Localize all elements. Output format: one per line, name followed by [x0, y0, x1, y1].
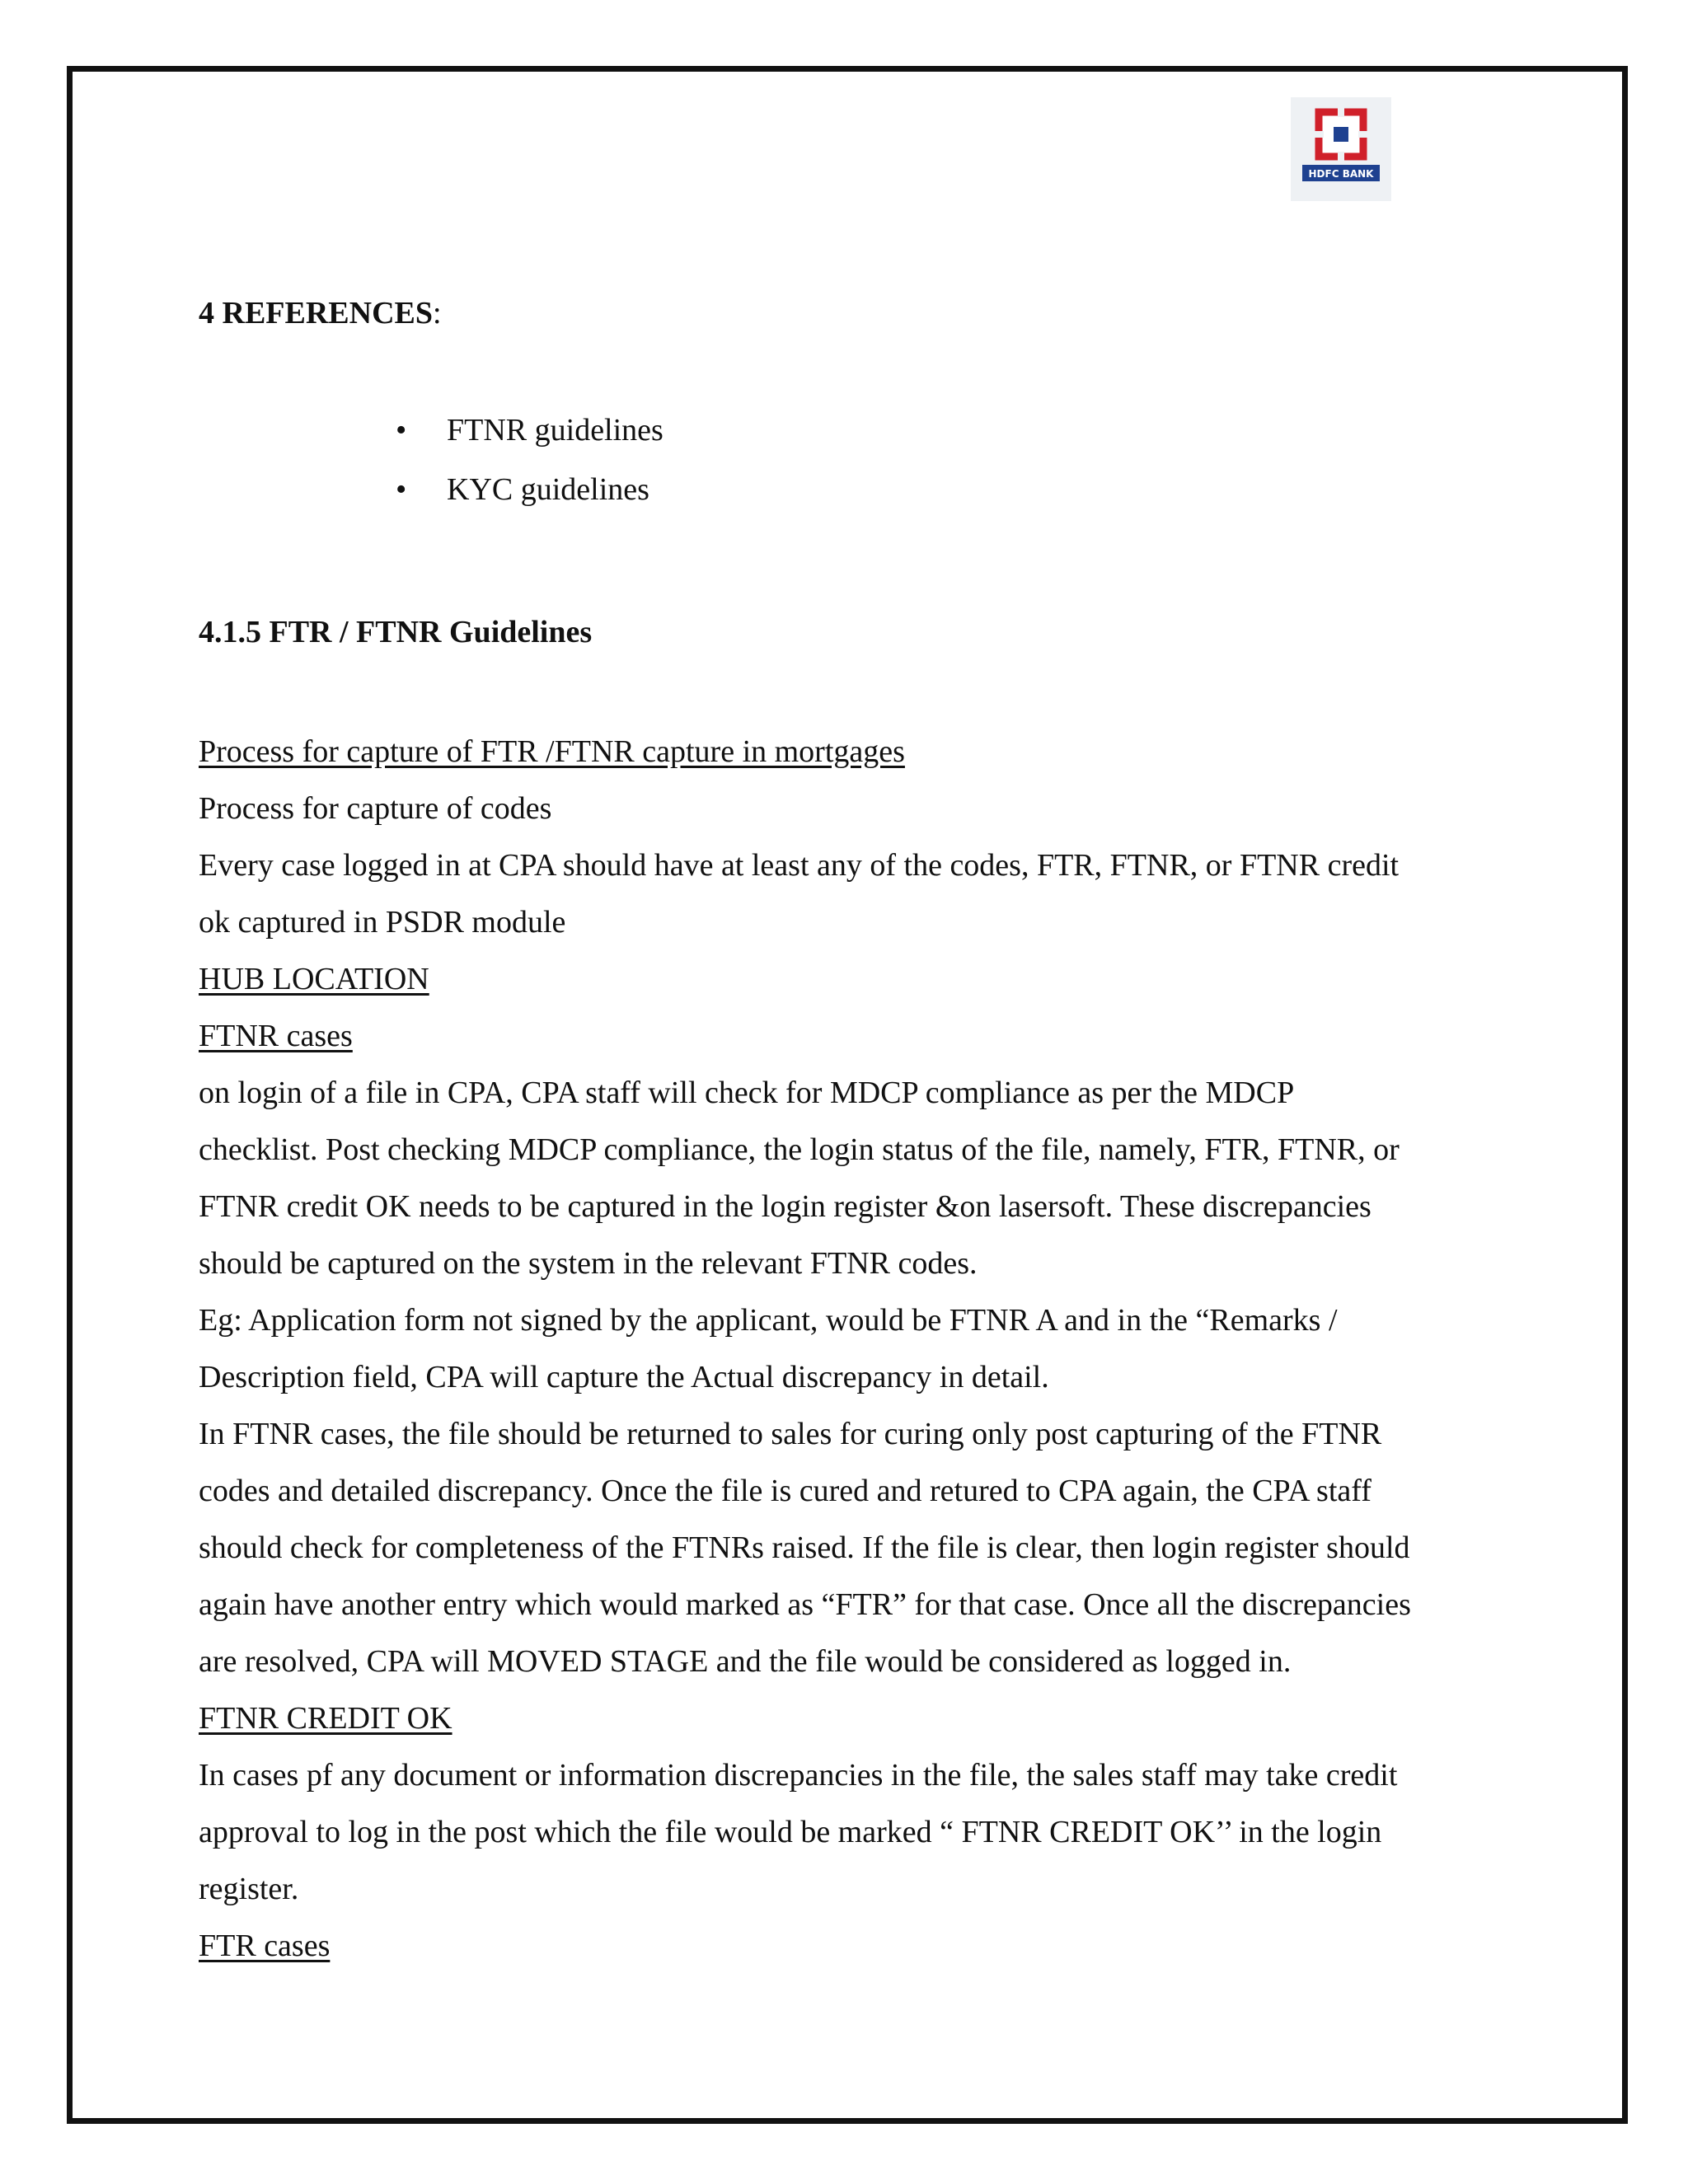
reference-item-label: FTNR guidelines: [447, 413, 663, 448]
body-line: should check for completeness of the FTNRs raised. If the file is clear, then login register should: [199, 1530, 1410, 1565]
body-line: Description field, CPA will capture the Actual discrepancy in detail.: [199, 1360, 1049, 1394]
body-line: Every case logged in at CPA should have at least any of the codes, FTR, FTNR, or FTNR credit: [199, 848, 1400, 883]
body-line: Eg: Application form not signed by the applicant, would be FTNR A and in the “Remarks /: [199, 1303, 1338, 1338]
body-line: approval to log in the post which the file would be marked “ FTNR CREDIT OK’’ in the login: [199, 1815, 1382, 1849]
body-line: register.: [199, 1872, 299, 1906]
body-line: should be captured on the system in the relevant FTNR codes.: [199, 1246, 978, 1281]
body-line: are resolved, CPA will MOVED STAGE and the file would be considered as logged in.: [199, 1644, 1292, 1679]
body-line-underlined: FTNR CREDIT OK: [199, 1701, 452, 1736]
body-text: [199, 724, 1517, 1975]
body-line-underlined: Process for capture of FTR /FTNR capture in mortgages: [199, 734, 905, 769]
body-line: codes and detailed discrepancy. Once the file is cured and retured to CPA again, the CPA staff: [199, 1474, 1372, 1508]
body-line: FTNR credit OK needs to be captured in the login register &on lasersoft. These discrepancies: [199, 1189, 1372, 1224]
section-heading: [199, 293, 442, 334]
hdfc-bank-logo-icon: [1291, 97, 1391, 201]
body-line-underlined: FTNR cases: [199, 1019, 353, 1053]
reference-item-label: KYC guidelines: [447, 472, 649, 507]
body-line: ok captured in PSDR module: [199, 905, 566, 940]
body-line: In cases pf any document or information discrepancies in the file, the sales staff may take credit: [199, 1758, 1398, 1793]
logo-text: HDFC BANK: [1308, 168, 1374, 180]
bullet-icon: •: [396, 413, 407, 448]
body-line-underlined: FTR cases: [199, 1929, 331, 1963]
hdfc-bank-logo: [1291, 97, 1391, 201]
body-line: checklist. Post checking MDCP compliance, the login status of the file, namely, FTR, FTNR, or: [199, 1132, 1400, 1167]
body-line: again have another entry which would marked as “FTR” for that case. Once all the discrepancies: [199, 1587, 1411, 1622]
body-line-underlined: HUB LOCATION: [199, 962, 429, 996]
bullet-icon: •: [396, 472, 407, 507]
body-line: Process for capture of codes: [199, 791, 552, 826]
section-heading-title: 4 REFERENCES: [199, 296, 433, 330]
body-line: In FTNR cases, the file should be returned to sales for curing only post capturing of the FTNR: [199, 1417, 1382, 1451]
section-heading-suffix: :: [433, 296, 442, 330]
body-line: on login of a file in CPA, CPA staff will check for MDCP compliance as per the MDCP: [199, 1076, 1295, 1110]
subsection-heading: 4.1.5 FTR / FTNR Guidelines: [199, 615, 593, 649]
